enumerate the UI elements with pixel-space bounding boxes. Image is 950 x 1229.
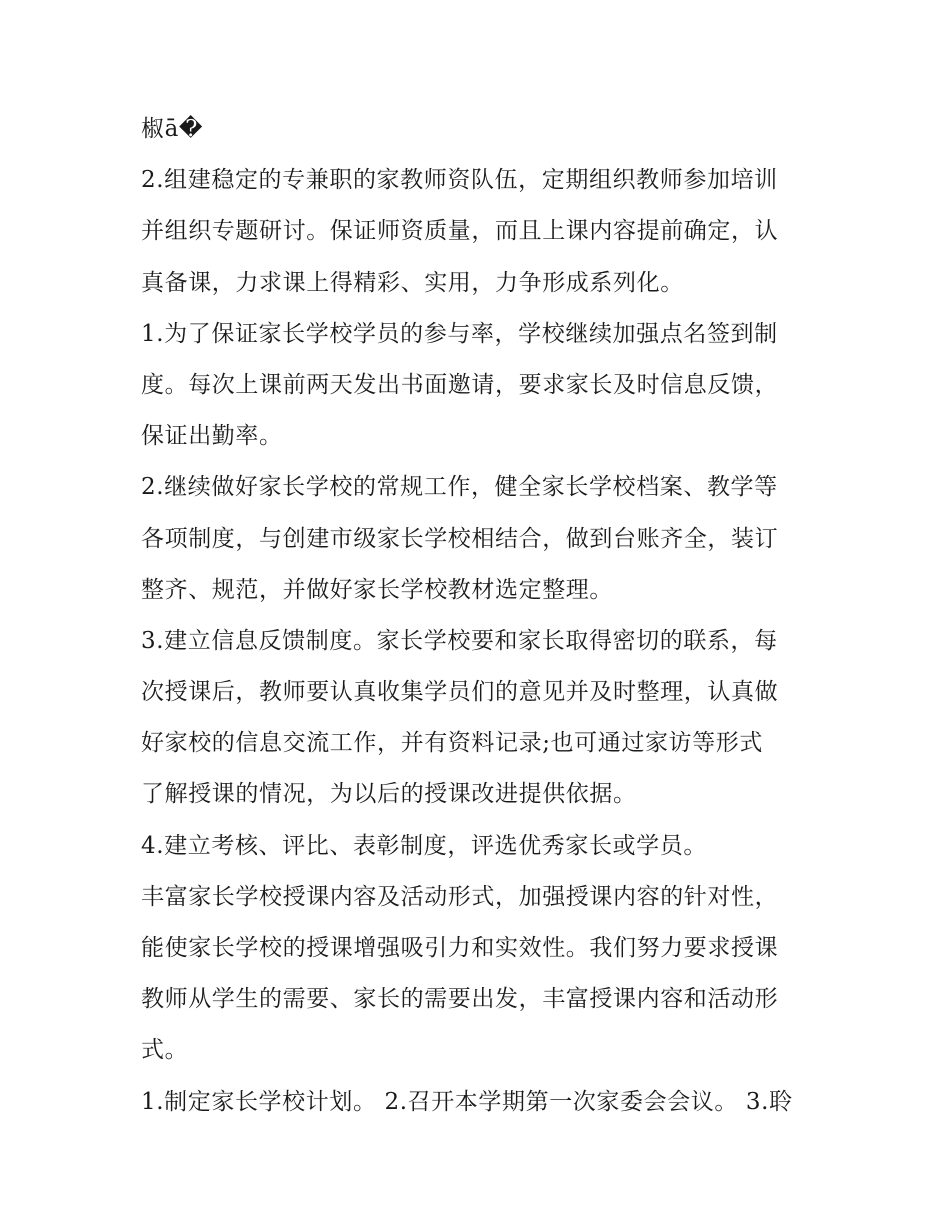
text-line: 度。每次上课前两天发出书面邀请，要求家长及时信息反馈， (141, 371, 779, 398)
text-line: 1.为了保证家长学校学员的参与率，学校继续加强点名签到制 (141, 320, 778, 347)
text-line: 好家校的信息交流工作，并有资料记录;也可通过家访等形式 (141, 730, 763, 757)
text-line: 各项制度，与创建市级家长学校相结合，做到台账齐全，装订 (141, 525, 779, 552)
text-line: 2.组建稳定的专兼职的家教师资队伍，定期组织教师参加培训 (141, 167, 778, 194)
text-line: 1.制定家长学校计划。 2.召开本学期第一次家委会会议。 3.聆 (141, 1088, 793, 1115)
text-line: 式。 (141, 1037, 189, 1064)
text-line: 整齐、规范，并做好家长学校教材选定整理。 (141, 576, 613, 603)
text-line: 次授课后，教师要认真收集学员们的意见并及时整理，认真做 (141, 679, 779, 706)
text-line: 保证出勤率。 (141, 423, 283, 450)
text-line-garbled-heading: 椒ā� (141, 116, 204, 142)
text-line: 丰富家长学校授课内容及活动形式，加强授课内容的针对性， (141, 883, 779, 910)
text-line: 真备课，力求课上得精彩、实用，力争形成系列化。 (141, 269, 684, 296)
text-line: 了解授课的情况，为以后的授课改进提供依据。 (141, 781, 637, 808)
text-line: 4.建立考核、评比、表彰制度，评选优秀家长或学员。 (141, 832, 707, 859)
text-line: 教师从学生的需要、家长的需要出发，丰富授课内容和活动形 (141, 986, 779, 1013)
text-line: 3.建立信息反馈制度。家长学校要和家长取得密切的联系，每 (141, 627, 778, 654)
text-line: 2.继续做好家长学校的常规工作，健全家长学校档案、教学等 (141, 474, 778, 501)
text-line: 并组织专题研讨。保证师资质量，而且上课内容提前确定，认 (141, 218, 779, 245)
text-line: 能使家长学校的授课增强吸引力和实效性。我们努力要求授课 (141, 935, 779, 961)
document-body (141, 109, 821, 1133)
